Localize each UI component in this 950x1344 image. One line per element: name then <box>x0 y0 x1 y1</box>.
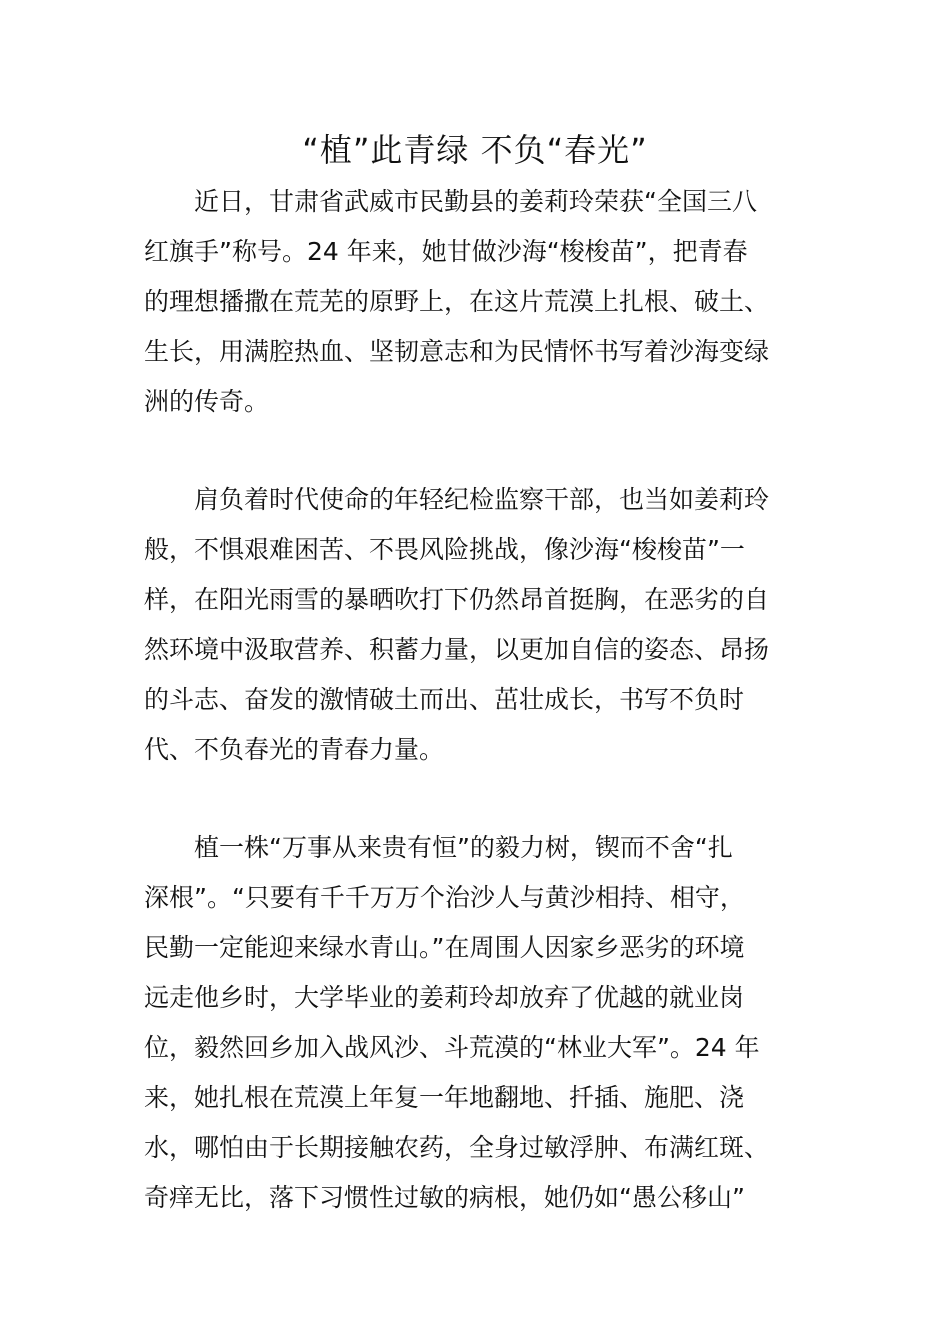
document-title: “植”此青绿 不负“春光” <box>302 131 648 169</box>
text-line: 远走他乡时，大学毕业的姜莉玲却放弃了优越的就业岗 <box>144 983 745 1012</box>
text-line: 红旗手”称号。24 年来，她甘做沙海“梭梭苗”，把青春 <box>144 237 748 266</box>
text-line: 的理想播撒在荒芜的原野上，在这片荒漠上扎根、破土、 <box>144 287 770 316</box>
text-line: 般，不惧艰难困苦、不畏风险挑战，像沙海“梭梭苗”一 <box>144 535 745 564</box>
text-line: 生长，用满腔热血、坚韧意志和为民情怀书写着沙海变绿 <box>144 337 770 366</box>
text-line: 民勤一定能迎来绿水青山。”在周围人因家乡恶劣的环境 <box>144 933 745 962</box>
text-line: 植一株“万事从来贵有恒”的毅力树，锲而不舍“扎 <box>194 833 733 862</box>
paragraph-3 <box>144 823 808 1223</box>
paragraph-1 <box>144 177 808 427</box>
text-line: 样，在阳光雨雪的暴晒吹打下仍然昂首挺胸，在恶劣的自 <box>144 585 770 614</box>
text-line: 水，哪怕由于长期接触农药，全身过敏浮肿、布满红斑、 <box>144 1133 770 1162</box>
text-line: 深根”。“只要有千千万万个治沙人与黄沙相持、相守， <box>144 883 745 912</box>
text-line: 代、不负春光的青春力量。 <box>144 735 445 764</box>
text-line: 奇痒无比，落下习惯性过敏的病根，她仍如“愚公移山” <box>144 1183 745 1212</box>
paragraph-2 <box>144 475 808 775</box>
text-line: 来，她扎根在荒漠上年复一年地翻地、扦插、施肥、浇 <box>144 1083 745 1112</box>
text-line: 位，毅然回乡加入战风沙、斗荒漠的“林业大军”。24 年 <box>144 1033 760 1062</box>
text-line: 然环境中汲取营养、积蓄力量，以更加自信的姿态、昂扬 <box>144 635 770 664</box>
text-line: 的斗志、奋发的激情破土而出、茁壮成长，书写不负时 <box>144 685 745 714</box>
text-line: 近日，甘肃省武威市民勤县的姜莉玲荣获“全国三八 <box>194 187 757 216</box>
text-line: 肩负着时代使命的年轻纪检监察干部，也当如姜莉玲 <box>194 485 770 514</box>
text-line: 洲的传奇。 <box>144 387 270 416</box>
